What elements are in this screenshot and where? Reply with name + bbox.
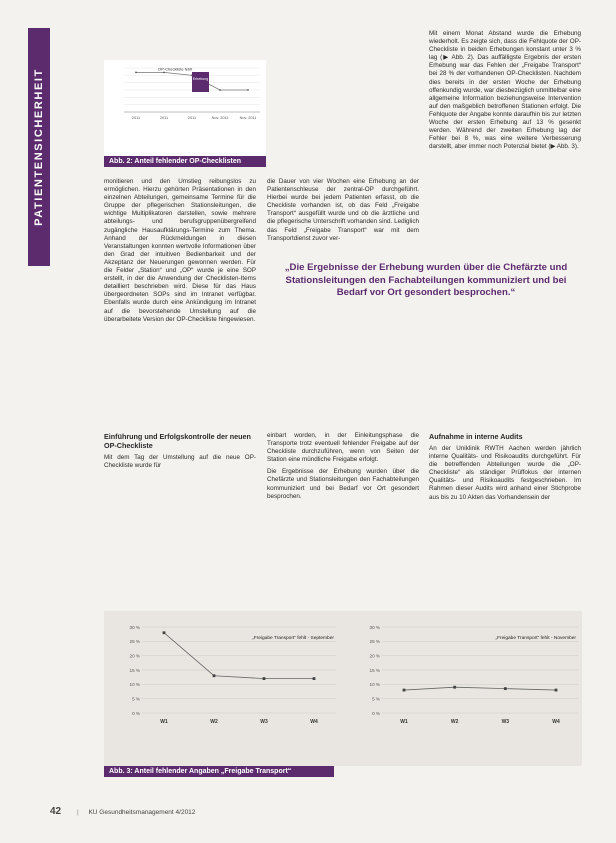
- journal-name: KU Gesundheitsmanagement 4/2012: [88, 809, 196, 816]
- y-tick-label: 5 %: [132, 696, 140, 702]
- annotation-arrow: [192, 72, 209, 92]
- y-tick-label: 5 %: [372, 696, 380, 702]
- body-text: einbart worden, in der Einleitungsphase die Transporte trotz eventuell fehlender Freigabe auf der Checkliste durchzuführen, wenn von Seiten der Station eine mündliche Freigabe erfolgt.: [267, 432, 419, 464]
- figure-3-charts: [104, 611, 582, 766]
- y-tick-label: 10 %: [369, 682, 380, 688]
- x-tick-label: W3: [501, 719, 510, 725]
- x-tick-label: W4: [552, 719, 560, 725]
- x-tick-label: 2011: [131, 116, 141, 120]
- data-point: [213, 674, 216, 677]
- body-column-3: Mit einem Monat Abstand wurde die Erhebung wiederholt. Es zeigte sich, dass die Fehlquote der OP-Checkliste in beiden Erhebungen konstant unter 3 % lag (▶ Abb. 2). Das auffälligste Ergebnis der ersten Erhebung war das Fehlen der „Freigabe Transport“ bei 28 % der vorhandenen OP-Checklisten. Nachdem dies bereits in der ersten Woche der Erhebung offenkundig wurde, war diesbezüglich unmittelbar eine allgemeine Information beziehungsweise Intervention auf den maßgeblich betroffenen Stationen erfolgt. Die Fehlquote der Angabe konnte daraufhin bis zur letzten Woche der ersten Erhebung auf 13 % gesenkt werden. Während der zweiten Erhebung lag der Fehler bei 8 %, was eine weitere Verbesserung darstellt, aber immer noch Potenzial bietet (▶ Abb. 3).: [429, 30, 581, 151]
- body-text: An der Uniklinik RWTH Aachen werden jährlich interne Qualitäts- und Risikoaudits durchgeführt. Für die betreffenden Abteilungen wurde die „OP-Checkliste“ als ständiger Prüffokus der internen Qualitäts- und Risikoaudits festgeschrieben. Im Rahmen dieser Audits wird anhand einer Stichprobe aus bis zu 10 Akten das Vorhandensein der: [429, 445, 581, 501]
- data-point: [453, 686, 456, 689]
- data-point: [403, 689, 406, 692]
- section-heading-audits: Aufnahme in interne Audits: [429, 432, 523, 441]
- y-tick-label: 25 %: [129, 639, 140, 645]
- pull-quote: „Die Ergebnisse der Erhebung wurden über die Chefärzte und Stationsleitungen den Fachabteilungen kommuniziert und bei Bedarf vor Ort gesondert besprochen.“: [284, 262, 568, 298]
- body-column-2: die Dauer von vier Wochen eine Erhebung an der Patientenschleuse der zentral-OP durchgeführt. Hierbei wurde bei jedem Patienten erfasst, ob die Checkliste vorhanden ist, ob das Feld „Freigabe Transport“ ausgefüllt wurde und ob die ärztliche und die pflegerische Unterschrift vorhanden sind. Lediglich das Feld „Freigabe Transport“ war mit dem Transportdienst zuvor ver-: [267, 178, 419, 242]
- y-tick-label: 20 %: [129, 653, 140, 659]
- data-point: [504, 687, 507, 690]
- figure-2-chart: [104, 60, 266, 156]
- body-column-6: [429, 432, 581, 506]
- x-tick-label: 2011: [187, 116, 197, 120]
- y-tick-label: 0 %: [132, 710, 140, 716]
- data-point: [163, 631, 166, 634]
- x-tick-label: W1: [160, 719, 168, 725]
- data-point: [555, 689, 558, 692]
- series-label: „Freigabe Transport“ fehlt - November: [495, 636, 576, 641]
- data-point: [313, 677, 316, 680]
- body-column-4: [104, 432, 256, 474]
- x-tick-label: W2: [210, 719, 218, 725]
- y-tick-label: 15 %: [369, 667, 380, 673]
- data-point: [247, 89, 249, 91]
- figure-3-caption: Abb. 3: Anteil fehlender Angaben „Freigabe Transport“: [104, 766, 334, 777]
- y-tick-label: 15 %: [129, 667, 140, 673]
- data-point: [219, 89, 221, 91]
- series-label: OP-Checkliste fehlt: [158, 66, 193, 72]
- x-tick-label: 2011: [159, 116, 169, 120]
- y-tick-label: 25 %: [369, 639, 380, 645]
- figure-2-caption: Abb. 2: Anteil fehlender OP-Checklisten: [104, 156, 266, 167]
- data-point: [135, 72, 137, 74]
- section-label: PATIENTENSICHERHEIT: [33, 68, 45, 226]
- x-tick-label: W2: [450, 719, 459, 725]
- x-tick-label: W3: [260, 719, 268, 725]
- y-tick-label: 10 %: [129, 682, 140, 688]
- y-tick-label: 20 %: [369, 653, 380, 659]
- body-text: Mit dem Tag der Umstellung auf die neue OP-Checkliste wurde für: [104, 454, 256, 470]
- body-column-1: monitieren und den Umstieg reibungslos zu ermöglichen. Hierzu gehörten Präsentationen in den einzelnen Abteilungen, gemeinsame Termine für die Gruppe der pflegerischen Stationsleitungen, die wichtige Multiplikatoren darstellen, sowie mehrere abteilungs- und berufsgruppenübergreifend zugängliche Hausaufklärungs-Termine zum Thema. Anhand der Rückmeldungen in diesen Veranstaltungen konnten wertvolle Informationen über den Grad der intuitiven Bedienbarkeit und der Akzeptanz der Neuerungen gewonnen werden. Für die Felder „Station“ und „OP“ wurde je eine SOP erstellt, in der die Anwendung der Checklisten-Items detailliert beschrieben wird. Diese für das Haus übergeordneten SOPs sind im Intranet verfügbar. Ebenfalls wurde durch eine Ankündigung im Intranet auf die bevorstehende Umstellung auf die überarbeitete Version der OP-Checkliste hingewiesen.: [104, 178, 256, 323]
- x-tick-label: W1: [400, 719, 408, 725]
- series-label: „Freigabe Transport“ fehlt - September: [252, 636, 334, 641]
- page-footer: [50, 806, 195, 817]
- body-text: Die Ergebnisse der Erhebung wurden über die Chefärzte und Stationsleitungen den Fachabteilungen kommuniziert und bei Bedarf vor Ort gesondert besprochen.: [267, 468, 419, 500]
- x-tick-label: Nov. 2011: [239, 116, 257, 120]
- page-number: 42: [50, 806, 62, 817]
- x-tick-label: W4: [310, 719, 318, 725]
- footer-divider: |: [76, 809, 79, 816]
- y-tick-label: 30 %: [369, 624, 380, 630]
- data-point: [263, 677, 266, 680]
- y-tick-label: 0 %: [372, 710, 380, 716]
- series-line: [404, 687, 556, 690]
- x-tick-label: Nov. 2011: [211, 116, 229, 120]
- data-point: [163, 72, 165, 74]
- section-heading-introduction: Einführung und Erfolgskontrolle der neuen OP-Checkliste: [104, 432, 251, 450]
- annotation-label: Erhebung: [192, 77, 209, 81]
- body-column-5: [267, 432, 419, 505]
- y-tick-label: 30 %: [129, 624, 140, 630]
